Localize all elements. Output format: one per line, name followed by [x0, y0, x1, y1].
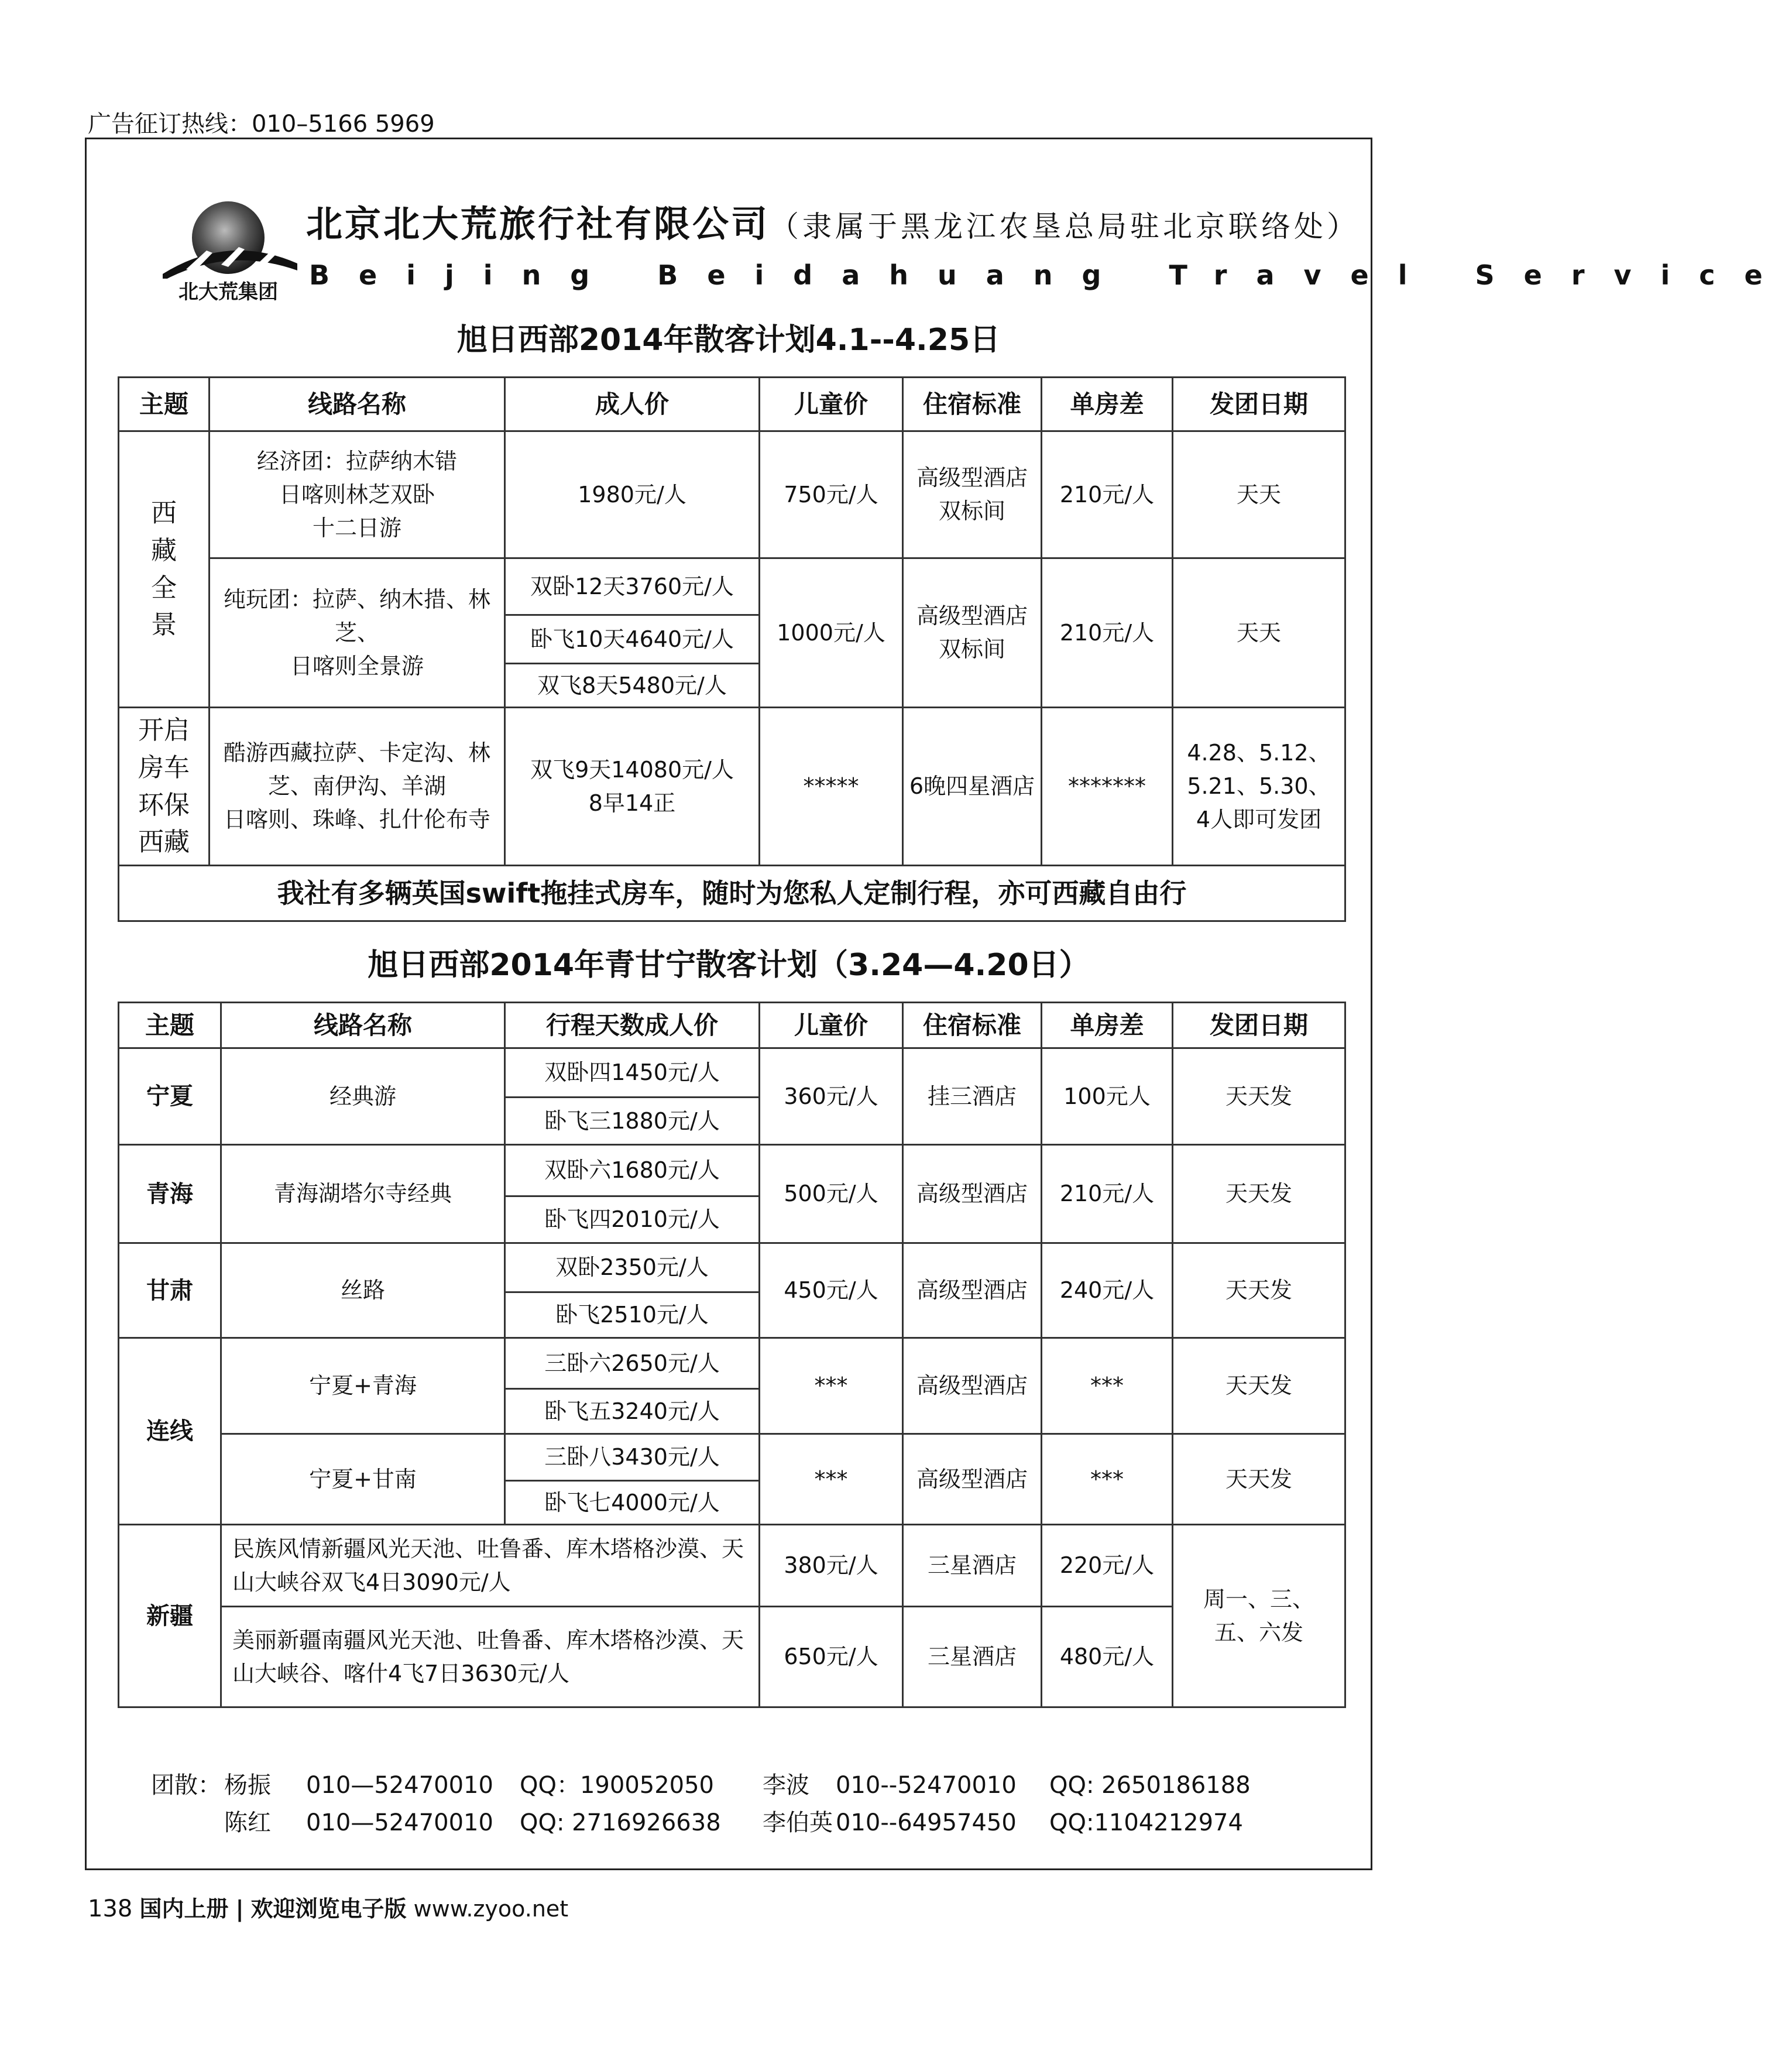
adult-price-cell: 卧飞五3240元/人: [505, 1389, 760, 1434]
contacts-label: 团散：: [151, 1772, 221, 1799]
col-theme: 主题: [119, 378, 210, 431]
footer-separator: |: [235, 1896, 244, 1922]
single-cell: *******: [1042, 708, 1173, 866]
contact-qq: QQ：190052050: [520, 1772, 715, 1799]
hotel-cell: 高级型酒店 双标间: [903, 558, 1042, 708]
contact-qq: QQ:1104212974: [1049, 1809, 1243, 1836]
adult-price-cell: 三卧六2650元/人: [505, 1338, 760, 1389]
col-departure: 发团日期: [1173, 378, 1345, 431]
col-route: 线路名称: [221, 1003, 505, 1048]
plan2-table: [118, 1002, 1346, 1708]
route-cell: 美丽新疆南疆风光天池、吐鲁番、库木塔格沙漠、天山大峡谷、喀什4飞7日3630元/人: [221, 1607, 760, 1707]
single-cell: 240元/人: [1042, 1243, 1173, 1338]
adult-price-cell: 三卧八3430元/人: [505, 1434, 760, 1481]
ad-hotline: 广告征订热线：010–5166 5969: [88, 111, 435, 138]
contact-name: 李波: [763, 1772, 809, 1799]
child-price-cell: 360元/人: [760, 1048, 903, 1145]
theme-text: 开启房车环保西藏: [138, 715, 190, 858]
hotel-cell: 三星酒店: [903, 1607, 1042, 1707]
contact-phone: 010--52470010: [836, 1772, 1017, 1799]
table-row: [119, 1048, 1345, 1098]
child-price-cell: 380元/人: [760, 1525, 903, 1607]
company-name-en: Beijing Beidahuang Travel Service: [309, 259, 1792, 291]
child-price-cell: 450元/人: [760, 1243, 903, 1338]
route-cell: 青海湖塔尔寺经典: [221, 1145, 505, 1243]
child-price-cell: 750元/人: [760, 431, 903, 558]
table-row: [119, 558, 1345, 615]
single-cell: 210元/人: [1042, 431, 1173, 558]
single-cell: 210元/人: [1042, 1145, 1173, 1243]
contact-qq: QQ: 2650186188: [1049, 1772, 1251, 1799]
child-price-cell: 650元/人: [760, 1607, 903, 1707]
adult-price-cell: 卧飞四2010元/人: [505, 1196, 760, 1243]
adult-price-cell: 卧飞10天4640元/人: [505, 615, 760, 664]
rv-banner: 我社有多辆英国swift拖挂式房车，随时为您私人定制行程，亦可西藏自由行: [119, 866, 1345, 921]
company-affiliation: （隶属于黑龙江农垦总局驻北京联络处）: [770, 210, 1360, 244]
hotel-cell: 三星酒店: [903, 1525, 1042, 1607]
col-departure: 发团日期: [1173, 1003, 1345, 1048]
contact-phone: 010--64957450: [836, 1809, 1017, 1836]
beidahuang-logo: [151, 192, 306, 303]
col-single-supplement: 单房差: [1042, 378, 1173, 431]
date-cell: 4.28、5.12、 5.21、5.30、 4人即可发团: [1173, 708, 1345, 866]
col-adult-price: 成人价: [505, 378, 760, 431]
adult-price-cell: 双飞9天14080元/人 8早14正: [505, 708, 760, 866]
contact-name: 陈红: [224, 1809, 271, 1836]
adult-price-cell: 卧飞2510元/人: [505, 1292, 760, 1338]
theme-cell: 连线: [119, 1338, 221, 1525]
theme-cell: 新疆: [119, 1525, 221, 1707]
theme-text: 西藏全景: [150, 498, 177, 640]
hotel-cell: 高级型酒店: [903, 1434, 1042, 1525]
plan1-title: 旭日西部2014年散客计划4.1--4.25日: [456, 323, 1001, 358]
plan2-header-row: [119, 1003, 1345, 1048]
hotel-cell: 6晚四星酒店: [903, 708, 1042, 866]
plan1-header-row: [119, 378, 1345, 431]
route-cell: 酷游西藏拉萨、卡定沟、林芝、南伊沟、羊湖 日喀则、珠峰、扎什伦布寺: [210, 708, 505, 866]
table-row: [119, 1525, 1345, 1607]
col-adult-price: 行程天数成人价: [505, 1003, 760, 1048]
hotel-cell: 高级型酒店 双标间: [903, 431, 1042, 558]
table-row: [119, 1607, 1345, 1707]
child-price-cell: *****: [760, 708, 903, 866]
date-cell: 天天发: [1173, 1145, 1345, 1243]
col-hotel: 住宿标准: [903, 378, 1042, 431]
date-cell: 天天: [1173, 431, 1345, 558]
hotel-cell: 高级型酒店: [903, 1145, 1042, 1243]
route-cell: 宁夏+甘南: [221, 1434, 505, 1525]
date-cell: 天天: [1173, 558, 1345, 708]
website-link[interactable]: www.zyoo.net: [413, 1896, 569, 1922]
date-cell: 天天发: [1173, 1434, 1345, 1525]
contact-name: 李伯英: [763, 1809, 833, 1836]
plan2-title: 旭日西部2014年青甘宁散客计划（3.24—4.20日）: [368, 948, 1090, 983]
child-price-cell: 500元/人: [760, 1145, 903, 1243]
contact-phone: 010—52470010: [306, 1772, 493, 1799]
single-cell: 480元/人: [1042, 1607, 1173, 1707]
single-cell: 220元/人: [1042, 1525, 1173, 1607]
logo-text: 北大荒集团: [178, 280, 278, 304]
adult-price-cell: 双卧四1450元/人: [505, 1048, 760, 1098]
child-price-cell: ***: [760, 1434, 903, 1525]
table-row: [119, 708, 1345, 866]
col-hotel: 住宿标准: [903, 1003, 1042, 1048]
adult-price-cell: 双卧六1680元/人: [505, 1145, 760, 1196]
col-child-price: 儿童价: [760, 1003, 903, 1048]
theme-cell: 甘肃: [119, 1243, 221, 1338]
route-cell: 经典游: [221, 1048, 505, 1145]
ad-frame: [85, 138, 1792, 1870]
theme-cell: [119, 708, 210, 866]
hotel-cell: 高级型酒店: [903, 1243, 1042, 1338]
hotel-cell: 高级型酒店: [903, 1338, 1042, 1434]
route-cell: 丝路: [221, 1243, 505, 1338]
child-price-cell: ***: [760, 1338, 903, 1434]
col-single-supplement: 单房差: [1042, 1003, 1173, 1048]
route-cell: 宁夏+青海: [221, 1338, 505, 1434]
route-cell: 民族风情新疆风光天池、吐鲁番、库木塔格沙漠、天山大峡谷双飞4日3090元/人: [221, 1525, 760, 1607]
route-cell: 经济团：拉萨纳木错 日喀则林芝双卧 十二日游: [210, 431, 505, 558]
table-row: [119, 1434, 1345, 1481]
contact-name: 杨振: [224, 1772, 271, 1799]
single-cell: ***: [1042, 1434, 1173, 1525]
single-cell: ***: [1042, 1338, 1173, 1434]
page-number: 138: [88, 1895, 133, 1922]
date-cell: 天天发: [1173, 1243, 1345, 1338]
child-price-cell: 1000元/人: [760, 558, 903, 708]
banner-row: [119, 866, 1345, 921]
adult-price-cell: 卧飞七4000元/人: [505, 1481, 760, 1525]
table-row: [119, 431, 1345, 558]
theme-cell: 宁夏: [119, 1048, 221, 1145]
hotel-cell: 挂三酒店: [903, 1048, 1042, 1145]
col-theme: 主题: [119, 1003, 221, 1048]
contact-phone: 010—52470010: [306, 1809, 493, 1836]
col-child-price: 儿童价: [760, 378, 903, 431]
date-cell: 天天发: [1173, 1048, 1345, 1145]
date-cell: 天天发: [1173, 1338, 1345, 1434]
page-footer: [88, 1891, 568, 1923]
adult-price-cell: 双飞8天5480元/人: [505, 664, 760, 708]
contact-qq: QQ: 2716926638: [520, 1809, 721, 1836]
single-cell: 100元人: [1042, 1048, 1173, 1145]
adult-price-cell: 卧飞三1880元/人: [505, 1098, 760, 1145]
footer-tagline: 欢迎浏览电子版: [250, 1896, 407, 1922]
adult-price-cell: 1980元/人: [505, 431, 760, 558]
table-row: [119, 1338, 1345, 1389]
section-name: 国内上册: [139, 1896, 229, 1922]
table-row: [119, 1145, 1345, 1196]
table-row: [119, 1243, 1345, 1292]
theme-cell: 青海: [119, 1145, 221, 1243]
route-cell: 纯玩团：拉萨、纳木措、林芝、 日喀则全景游: [210, 558, 505, 708]
single-cell: 210元/人: [1042, 558, 1173, 708]
company-name-line: [306, 195, 1360, 247]
col-route: 线路名称: [210, 378, 505, 431]
company-name-cn: 北京北大荒旅行社有限公司: [306, 203, 770, 245]
date-cell: 周一、三、 五、六发: [1173, 1525, 1345, 1707]
theme-cell: [119, 431, 210, 708]
plan1-table: [118, 376, 1346, 922]
adult-price-cell: 双卧2350元/人: [505, 1243, 760, 1292]
adult-price-cell: 双卧12天3760元/人: [505, 558, 760, 615]
